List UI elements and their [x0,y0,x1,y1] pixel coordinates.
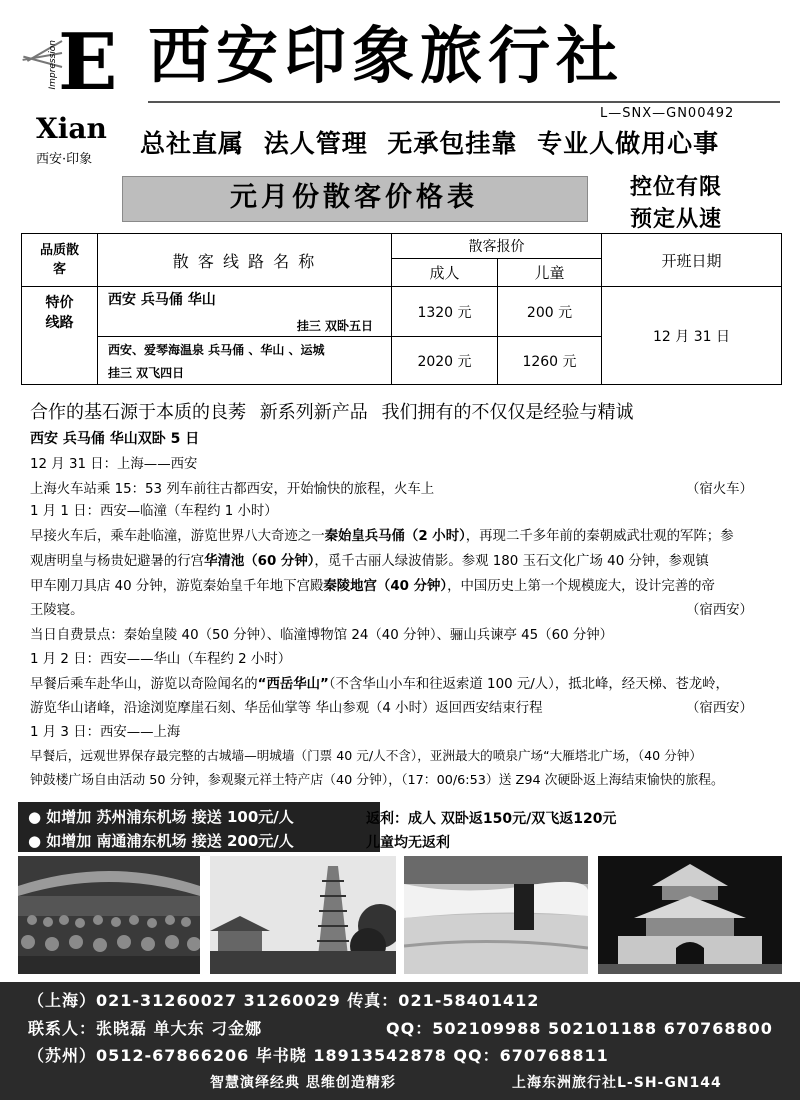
day2-line2: 游览华山诸峰，沿途浏览摩崖石刻、华岳仙掌等 华山参观（4 小时）返回西安结束行程 [30,701,543,716]
photo-wild-goose-pagoda [210,856,396,974]
day3-line2: 钟鼓楼广场自由活动 50 分钟，参观聚元祥土特产店（40 分钟），（17：00/6:53）送 Z94 次硬卧返上海结束愉快的旅程。 [30,773,724,788]
header-date: 开班日期 [602,234,782,287]
photo-hukou-waterfall [404,856,588,974]
qq-numbers: QQ：502109988 502101188 670768800 [386,1019,773,1038]
route-1-adult-price: 1320 元 [392,287,498,337]
day1-line1-a: 早接火车后，乘车赴临潼，游览世界八大奇迹之一 [30,529,325,544]
day2-line1-c: （不含华山小车和往返索道 100 元/人），抵北峰，经天梯、苍龙岭， [328,677,729,692]
addon-nantong: ● 如增加 南通浦东机场 接送 200元/人 [28,832,294,850]
header-grade: 品质散客 [22,234,98,287]
day1-line3 [30,575,715,594]
route-2-child-price: 1260 元 [498,337,602,385]
day1-lodging: （宿西安） [686,603,753,618]
day1-line3-b: 秦陵地宫（40 分钟） [323,579,448,594]
logo-impression: Impression [48,40,58,90]
rebate-child: 儿童均无返利 [366,835,450,851]
route-2-name: 西安、爱琴海温泉 兵马俑 、华山 、运城 [108,342,325,357]
day1-line1-b: 秦始皇兵马俑（2 小时） [324,529,466,544]
company-logo [14,10,124,167]
day0-text: 上海火车站乘 15：53 列车前往古都西安，开始愉快的旅程，火车上 [30,482,435,497]
logo-chinese: 西安·印象 [36,152,93,167]
price-list-title: 元月份散客价格表 [230,182,478,213]
header-rule [148,101,780,103]
departure-date: 12 月 31 日 [602,287,782,385]
header-adult: 成人 [392,259,498,287]
bell-tower-image [598,856,782,974]
limited-seats: 控位有限 [630,175,723,200]
route-1-detail: 挂三 双卧五日 [296,319,373,333]
day2-line1 [30,673,729,692]
header-price: 散客报价 [392,234,602,259]
logo-mark: E [58,17,118,108]
route-1-cell [98,287,392,337]
terracotta-army-image [18,856,200,974]
day3-line1: 早餐后，远观世界保存最完整的古城墙—明城墙（门票 40 元/人不含），亚洲最大的喷泉广场“大雁塔北广场，（40 分钟） [30,748,702,763]
day1-line1-c: ，再现二千多年前的秦朝威武壮观的军阵；参 [465,529,734,544]
addon-suzhou: ● 如增加 苏州浦东机场 接送 100元/人 [28,808,294,826]
day0-lodging: （宿火车） [686,482,753,497]
route-2-detail: 挂三 双飞四日 [108,365,185,380]
price-table [21,233,782,385]
suzhou-contact: （苏州）0512-67866206 毕书晓 18913542878 QQ：670768811 [28,1046,609,1065]
self-pay-sights: 当日自费景点：秦始皇陵 40（50 分钟）、临潼博物馆 24（40 分钟）、骊山兵谏亭 45（60 分钟） [30,628,614,643]
special-route-label: 特价线路 [22,287,98,385]
day1-line2-a: 观唐明皇与杨贵妃避暑的行宫 [30,554,205,569]
route-1-child-price: 200 元 [498,287,602,337]
route-title: 西安 兵马俑 华山双卧 5 日 [30,431,200,447]
day1-line3-a: 甲车刚刀具店 40 分钟，游览秦始皇千年地下宫殿 [30,579,324,594]
day1-line4: 王陵寝。 [30,603,84,618]
route-1-name: 西安 兵马俑 华山 [108,292,216,308]
day3-title: 1 月 3 日：西安——上海 [30,725,181,740]
shanghai-contact: （上海）021-31260027 31260029 传真：021-58401412 [28,991,540,1010]
header-route: 散 客 线 路 名 称 [98,234,392,287]
day1-line3-c: ，中国历史上第一个规模庞大，设计完善的帝 [447,579,715,594]
pagoda-image [210,856,396,974]
day2-line1-b: “西岳华山” [257,677,329,692]
contact-persons: 联系人：张晓磊 单大东 刁金娜 [28,1019,263,1038]
day1-line2-b: 华清池（60 分钟） [204,554,315,569]
logo-xian: Xian [36,112,107,145]
route-2-adult-price: 2020 元 [392,337,498,385]
day1-title: 1 月 1 日：西安—临潼（车程约 1 小时） [30,504,278,519]
day1-line1 [30,525,734,544]
slogan: 总社直属 法人管理 无承包挂靠 专业人做用心事 [140,129,720,158]
day1-line2-c: ，觅千古丽人绿波倩影。参观 180 玉石文化广场 40 分钟，参观镇 [314,554,709,569]
waterfall-image [404,856,588,974]
footer-motto: 智慧演绎经典 思维创造精彩 [210,1075,396,1091]
photo-bell-tower [598,856,782,974]
day2-title: 1 月 2 日：西安——华山（车程约 2 小时） [30,652,292,667]
day1-line2 [30,550,709,569]
day2-lodging: （宿西安） [686,701,753,716]
book-early: 预定从速 [630,207,723,232]
footer-agency-license: 上海东洲旅行社L-SH-GN144 [512,1075,722,1091]
tagline: 合作的基石源于本质的良莠 新系列新产品 我们拥有的不仅仅是经验与精诚 [30,402,634,423]
day2-line1-a: 早餐后乘车赴华山，游览以奇险闻名的 [30,677,258,692]
day0-title: 12 月 31 日：上海——西安 [30,457,198,472]
photo-terracotta-army [18,856,200,974]
rebate-adult: 返利：成人 双卧返150元/双飞返120元 [366,811,617,827]
license-number: L—SNX—GN00492 [600,106,735,121]
agency-name: 西安印象旅行社 [148,19,625,92]
route-2-cell [98,337,392,385]
header-child: 儿童 [498,259,602,287]
